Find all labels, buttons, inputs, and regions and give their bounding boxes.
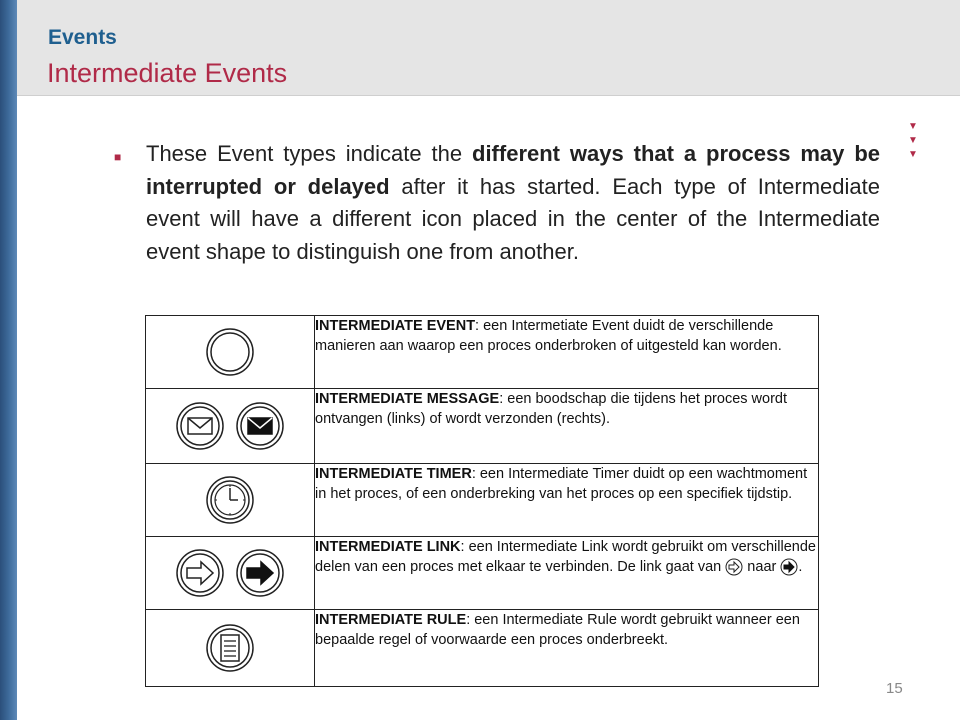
description-cell xyxy=(315,537,819,610)
message-description: : een boodschap die tijdens het proces wordt ontvangen (links) of wordt verzonden (rechts). xyxy=(315,391,787,427)
table-row xyxy=(146,537,819,610)
body-text-1: These Event types indicate the xyxy=(146,141,472,166)
icon-cell xyxy=(146,537,315,610)
link-label: INTERMEDIATE LINK xyxy=(315,539,461,555)
description-cell xyxy=(315,316,819,389)
message-label: INTERMEDIATE MESSAGE xyxy=(315,391,500,407)
triangle-decoration-icon: ▼ ▼ ▼ xyxy=(908,121,918,160)
link-from-icon xyxy=(175,548,225,598)
description-cell xyxy=(315,464,819,537)
description-cell xyxy=(315,389,819,464)
slide-header xyxy=(17,0,960,96)
table-row xyxy=(146,464,819,537)
link-description-mid: naar xyxy=(743,559,781,575)
intermediate-event-icon xyxy=(205,327,255,377)
description-cell xyxy=(315,610,819,687)
table-row xyxy=(146,316,819,389)
rule-description: : een Intermediate Rule wordt gebruikt wanneer een bepaalde regel of voorwaarde een proces onderbreekt. xyxy=(315,612,800,648)
link-description: : een Intermediate Link wordt gebruikt om verschillende delen van een proces met elkaar te verbinden. De link gaat van xyxy=(315,539,816,575)
message-send-icon xyxy=(235,401,285,451)
rule-label: INTERMEDIATE RULE xyxy=(315,612,467,628)
link-from-small-icon xyxy=(725,558,743,576)
link-to-small-icon xyxy=(780,558,798,576)
body-text-bold: different ways that a process may be interrupted or delayed xyxy=(146,141,880,199)
intermediate-timer-icon xyxy=(205,475,255,525)
table-row xyxy=(146,610,819,687)
events-table xyxy=(145,315,819,687)
event-description: : een Intermetiate Event duidt de verschillende manieren aan waarop een proces onderbroken of uitgesteld kan worden. xyxy=(315,318,782,354)
event-label: INTERMEDIATE EVENT xyxy=(315,318,476,334)
page-number: 15 xyxy=(886,680,903,697)
slide-title: Events xyxy=(48,26,117,49)
timer-label: INTERMEDIATE TIMER xyxy=(315,466,472,482)
slide-subtitle: Intermediate Events xyxy=(47,58,288,88)
message-receive-icon xyxy=(175,401,225,451)
intermediate-rule-icon xyxy=(205,623,255,673)
icon-cell xyxy=(146,316,315,389)
icon-cell xyxy=(146,464,315,537)
link-to-icon xyxy=(235,548,285,598)
body-paragraph xyxy=(146,138,880,268)
timer-description: : een Intermediate Timer duidt op een wachtmoment in het proces, of een onderbreking van het proces op een specifiek tijdstip. xyxy=(315,466,808,502)
table-row xyxy=(146,389,819,464)
bullet-icon: ■ xyxy=(114,150,122,164)
link-description-end: . xyxy=(798,559,803,575)
icon-cell xyxy=(146,610,315,687)
left-accent-bar xyxy=(0,0,17,720)
body-text-2: after it has started. Each type of Intermediate event will have a different icon placed in the center of the Intermediate event shape to distinguish one from another. xyxy=(146,173,880,264)
icon-cell xyxy=(146,389,315,464)
